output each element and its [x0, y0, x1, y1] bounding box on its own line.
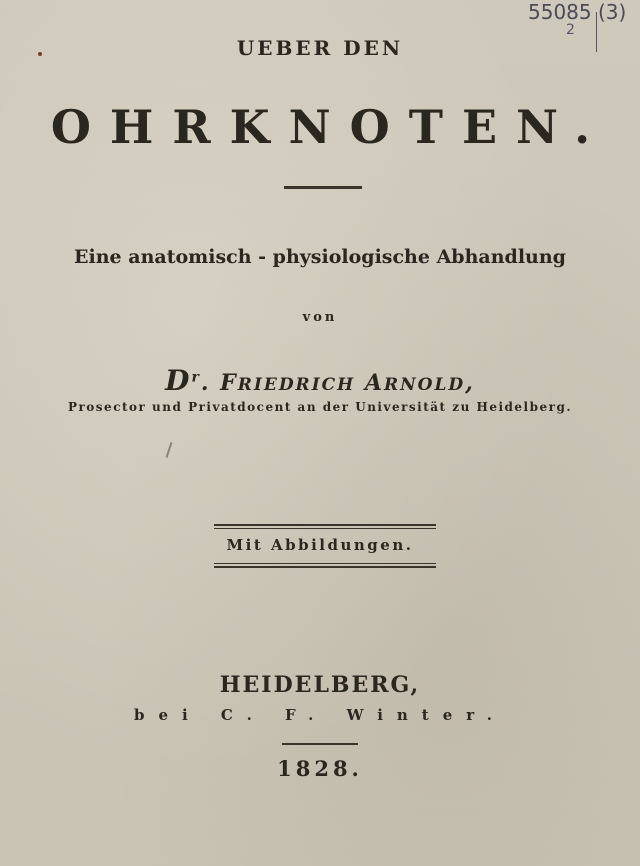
- author-title-sup: r: [191, 369, 201, 386]
- publication-city: HEIDELBERG,: [219, 672, 421, 698]
- imprint-divider: [282, 743, 358, 745]
- author-last-initial: A: [364, 370, 384, 396]
- over-title: UEBER DEN: [236, 36, 404, 60]
- author-first-rest: RIEDRICH: [237, 375, 356, 395]
- title-divider: [284, 186, 362, 189]
- subtitle: Eine anatomisch - physiologische Abhandlung: [74, 246, 566, 268]
- illustrations-rule-bottom: [214, 566, 436, 568]
- book-title: OHRKNOTEN.: [50, 100, 610, 154]
- by-line: von: [302, 310, 338, 325]
- author-first-initial: F: [220, 370, 238, 396]
- publisher: bei C. F. Winter.: [133, 706, 507, 724]
- shelfmark-subnumber: 2: [566, 22, 575, 38]
- illustrations-rule-bottom-thin: [214, 563, 436, 564]
- illustrations-rule-top: [214, 524, 436, 526]
- author-title-prefix: D: [165, 364, 192, 397]
- illustrations-note: Mit Abbildungen.: [226, 536, 414, 554]
- author-last-rest: RNOLD: [383, 375, 466, 395]
- pencil-mark: [166, 442, 173, 458]
- author-name: $D^r$. FRIEDRICH ARNOLD,: [165, 364, 475, 397]
- shelfmark-handwritten: 55085 (3): [528, 0, 627, 24]
- author-comma: ,: [465, 370, 475, 396]
- author-position: Prosector und Privatdocent an der Universität zu Heidelberg.: [67, 400, 573, 414]
- illustrations-rule-top-thin: [214, 528, 436, 529]
- publication-year: 1828.: [277, 756, 363, 781]
